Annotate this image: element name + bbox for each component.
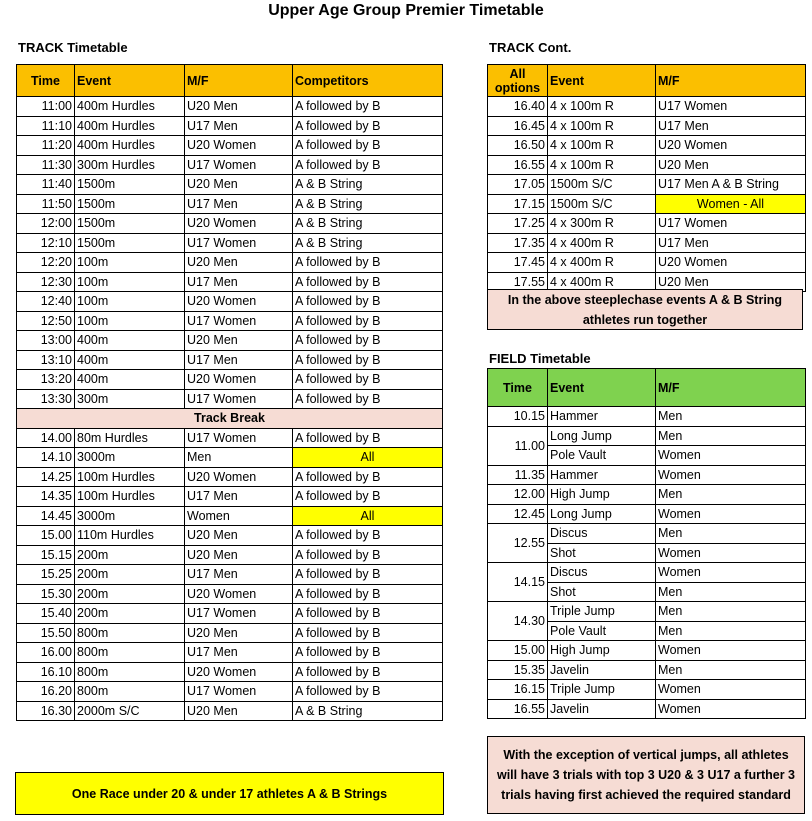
track-cont-table: [487, 64, 806, 292]
time-cell: 16.55: [488, 155, 548, 175]
header-event: Event: [548, 65, 656, 97]
event-cell: 100m: [75, 272, 185, 292]
table-row: [17, 350, 443, 370]
mf-cell: Men: [656, 582, 806, 602]
competitors-cell: A followed by B: [293, 389, 443, 409]
mf-cell: U20 Women: [185, 370, 293, 390]
event-cell: 1500m S/C: [548, 194, 656, 214]
time-cell: 16.40: [488, 97, 548, 117]
time-cell: 14.30: [488, 602, 548, 641]
mf-cell: Men: [656, 407, 806, 427]
table-row: [17, 253, 443, 273]
mf-cell: U17 Men: [185, 643, 293, 663]
table-row: [488, 407, 806, 427]
table-row: [17, 175, 443, 195]
time-cell: 14.45: [17, 506, 75, 526]
time-cell: 11:10: [17, 116, 75, 136]
table-row: [488, 465, 806, 485]
event-cell: 100m: [75, 253, 185, 273]
competitors-cell: A followed by B: [293, 545, 443, 565]
mf-cell: U17 Women: [185, 428, 293, 448]
event-cell: 400m Hurdles: [75, 136, 185, 156]
event-cell: 300m Hurdles: [75, 155, 185, 175]
event-cell: 4 x 400m R: [548, 233, 656, 253]
event-cell: 1500m: [75, 175, 185, 195]
competitors-cell: A followed by B: [293, 350, 443, 370]
mf-cell: U17 Women: [656, 214, 806, 234]
table-row: [17, 428, 443, 448]
track-break-row: [17, 409, 443, 429]
event-cell: 1500m: [75, 194, 185, 214]
table-row: [488, 524, 806, 544]
table-row: [17, 448, 443, 468]
mf-cell: U20 Women: [185, 662, 293, 682]
mf-cell: U17 Men: [185, 272, 293, 292]
competitors-cell: A followed by B: [293, 526, 443, 546]
mf-cell: Men: [656, 660, 806, 680]
table-row: [488, 116, 806, 136]
event-cell: 200m: [75, 545, 185, 565]
time-cell: 11.00: [488, 426, 548, 465]
competitors-cell: A followed by B: [293, 604, 443, 624]
event-cell: Discus: [548, 524, 656, 544]
header-event: Event: [548, 369, 656, 407]
mf-cell: U17 Women: [185, 389, 293, 409]
competitors-cell: A followed by B: [293, 662, 443, 682]
mf-cell: U17 Women: [185, 233, 293, 253]
table-row: [488, 660, 806, 680]
table-row: [17, 643, 443, 663]
event-cell: 1500m: [75, 233, 185, 253]
time-cell: 11.35: [488, 465, 548, 485]
event-cell: Long Jump: [548, 426, 656, 446]
mf-cell: U17 Women: [656, 97, 806, 117]
mf-cell: U17 Women: [185, 155, 293, 175]
time-cell: 13:10: [17, 350, 75, 370]
event-cell: 3000m: [75, 506, 185, 526]
time-cell: 13:00: [17, 331, 75, 351]
competitors-cell: A followed by B: [293, 253, 443, 273]
event-cell: Triple Jump: [548, 680, 656, 700]
event-cell: 400m Hurdles: [75, 97, 185, 117]
table-row: [17, 467, 443, 487]
event-cell: 800m: [75, 643, 185, 663]
table-row: [17, 194, 443, 214]
field-table: [487, 368, 806, 719]
race-note: One Race under 20 & under 17 athletes A & B Strings: [15, 772, 444, 815]
time-cell: 16.55: [488, 699, 548, 719]
event-cell: 100m: [75, 292, 185, 312]
mf-cell: U17 Men: [185, 194, 293, 214]
event-cell: Triple Jump: [548, 602, 656, 622]
time-cell: 16.00: [17, 643, 75, 663]
table-row: [488, 563, 806, 583]
time-cell: 13:30: [17, 389, 75, 409]
table-row: [17, 623, 443, 643]
competitors-cell: A followed by B: [293, 292, 443, 312]
competitors-cell: A & B String: [293, 701, 443, 721]
trials-note: With the exception of vertical jumps, all athletes will have 3 trials with top 3 U20 & 3 U17 a further 3 trials having first achieved the required standard: [487, 736, 805, 814]
time-cell: 17.15: [488, 194, 548, 214]
time-cell: 15.40: [17, 604, 75, 624]
event-cell: High Jump: [548, 485, 656, 505]
time-cell: 17.35: [488, 233, 548, 253]
mf-cell: U17 Men: [185, 116, 293, 136]
event-cell: 1500m: [75, 214, 185, 234]
field-heading: FIELD Timetable: [489, 351, 591, 366]
mf-cell: U20 Men: [185, 97, 293, 117]
track-heading: TRACK Timetable: [18, 40, 128, 55]
competitors-cell: A followed by B: [293, 136, 443, 156]
mf-cell: U20 Women: [185, 214, 293, 234]
competitors-cell: A followed by B: [293, 467, 443, 487]
time-cell: 16.45: [488, 116, 548, 136]
competitors-cell: A followed by B: [293, 331, 443, 351]
table-row: [488, 155, 806, 175]
table-row: [17, 565, 443, 585]
event-cell: Javelin: [548, 699, 656, 719]
event-cell: 400m: [75, 370, 185, 390]
time-cell: 11:50: [17, 194, 75, 214]
table-row: [488, 136, 806, 156]
event-cell: Javelin: [548, 660, 656, 680]
competitors-cell: A followed by B: [293, 565, 443, 585]
page-title: Upper Age Group Premier Timetable: [268, 2, 544, 19]
header-event: Event: [75, 65, 185, 97]
time-cell: 16.15: [488, 680, 548, 700]
table-row: [488, 175, 806, 195]
mf-cell: Women: [656, 504, 806, 524]
time-cell: 12.00: [488, 485, 548, 505]
event-cell: 100m: [75, 311, 185, 331]
table-row: [488, 426, 806, 446]
mf-cell: U20 Men: [656, 155, 806, 175]
event-cell: 1500m S/C: [548, 175, 656, 195]
event-cell: Hammer: [548, 465, 656, 485]
event-cell: Hammer: [548, 407, 656, 427]
time-cell: 10.15: [488, 407, 548, 427]
time-cell: 12.45: [488, 504, 548, 524]
mf-cell: Women: [656, 446, 806, 466]
mf-cell: Women - All: [656, 194, 806, 214]
table-row: [17, 487, 443, 507]
table-row: [488, 602, 806, 622]
time-cell: 11:20: [17, 136, 75, 156]
event-cell: 110m Hurdles: [75, 526, 185, 546]
time-cell: 11:00: [17, 97, 75, 117]
mf-cell: U17 Men: [185, 487, 293, 507]
mf-cell: U17 Men: [185, 565, 293, 585]
mf-cell: U20 Men: [185, 701, 293, 721]
competitors-cell: A followed by B: [293, 584, 443, 604]
time-cell: 14.00: [17, 428, 75, 448]
competitors-cell: A followed by B: [293, 272, 443, 292]
table-row: [17, 604, 443, 624]
mf-cell: U20 Men: [185, 175, 293, 195]
event-cell: 800m: [75, 662, 185, 682]
mf-cell: U20 Women: [185, 467, 293, 487]
table-row: [17, 116, 443, 136]
table-row: [488, 485, 806, 505]
competitors-cell: All: [293, 448, 443, 468]
event-cell: 200m: [75, 565, 185, 585]
event-cell: 800m: [75, 682, 185, 702]
mf-cell: Women: [185, 506, 293, 526]
event-cell: 2000m S/C: [75, 701, 185, 721]
mf-cell: Men: [185, 448, 293, 468]
time-cell: 12:00: [17, 214, 75, 234]
mf-cell: Women: [656, 465, 806, 485]
mf-cell: Women: [656, 699, 806, 719]
track-break-label: Track Break: [17, 409, 443, 429]
event-cell: 400m: [75, 350, 185, 370]
time-cell: 11:30: [17, 155, 75, 175]
table-row: [488, 699, 806, 719]
event-cell: 400m Hurdles: [75, 116, 185, 136]
table-row: [488, 194, 806, 214]
time-cell: 12:50: [17, 311, 75, 331]
table-row: [488, 233, 806, 253]
mf-cell: Men: [656, 485, 806, 505]
table-row: [17, 272, 443, 292]
time-cell: 15.00: [17, 526, 75, 546]
mf-cell: U20 Men: [185, 623, 293, 643]
table-row: [17, 662, 443, 682]
time-cell: 12:10: [17, 233, 75, 253]
mf-cell: U20 Men: [185, 526, 293, 546]
event-cell: 4 x 100m R: [548, 116, 656, 136]
table-row: [17, 584, 443, 604]
table-row: [488, 680, 806, 700]
mf-cell: U20 Women: [185, 584, 293, 604]
event-cell: 200m: [75, 604, 185, 624]
table-row: [17, 155, 443, 175]
time-cell: 15.00: [488, 641, 548, 661]
competitors-cell: A followed by B: [293, 97, 443, 117]
header-all-options: All options: [488, 65, 548, 97]
mf-cell: U20 Women: [656, 253, 806, 273]
competitors-cell: A followed by B: [293, 116, 443, 136]
table-row: [17, 370, 443, 390]
steeplechase-note: In the above steeplechase events A & B String athletes run together: [487, 289, 803, 330]
header-competitors: Competitors: [293, 65, 443, 97]
table-row: [488, 641, 806, 661]
mf-cell: U17 Men A & B String: [656, 175, 806, 195]
table-row: [17, 506, 443, 526]
event-cell: 300m: [75, 389, 185, 409]
mf-cell: U17 Men: [185, 350, 293, 370]
event-cell: 3000m: [75, 448, 185, 468]
time-cell: 15.30: [17, 584, 75, 604]
competitors-cell: A followed by B: [293, 311, 443, 331]
mf-cell: Men: [656, 426, 806, 446]
table-row: [488, 97, 806, 117]
mf-cell: U20 Men: [185, 253, 293, 273]
table-row: [17, 389, 443, 409]
event-cell: 4 x 400m R: [548, 272, 656, 292]
table-row: [17, 331, 443, 351]
competitors-cell: A & B String: [293, 214, 443, 234]
event-cell: 100m Hurdles: [75, 487, 185, 507]
time-cell: 12:40: [17, 292, 75, 312]
event-cell: Shot: [548, 543, 656, 563]
competitors-cell: A followed by B: [293, 682, 443, 702]
event-cell: Pole Vault: [548, 621, 656, 641]
mf-cell: U20 Women: [185, 292, 293, 312]
mf-cell: U17 Men: [656, 233, 806, 253]
table-row: [17, 311, 443, 331]
mf-cell: U17 Women: [185, 682, 293, 702]
table-row: [17, 526, 443, 546]
table-row: [17, 136, 443, 156]
event-cell: Long Jump: [548, 504, 656, 524]
event-cell: 800m: [75, 623, 185, 643]
competitors-cell: A & B String: [293, 194, 443, 214]
track-table: [16, 64, 443, 721]
table-row: [17, 701, 443, 721]
time-cell: 17.45: [488, 253, 548, 273]
header-mf: M/F: [656, 369, 806, 407]
mf-cell: Women: [656, 563, 806, 583]
mf-cell: U20 Men: [656, 272, 806, 292]
time-cell: 17.55: [488, 272, 548, 292]
event-cell: 400m: [75, 331, 185, 351]
mf-cell: U20 Women: [656, 136, 806, 156]
time-cell: 16.20: [17, 682, 75, 702]
time-cell: 17.05: [488, 175, 548, 195]
competitors-cell: A followed by B: [293, 643, 443, 663]
table-row: [488, 504, 806, 524]
time-cell: 15.50: [17, 623, 75, 643]
event-cell: Discus: [548, 563, 656, 583]
table-row: [17, 682, 443, 702]
competitors-cell: A & B String: [293, 175, 443, 195]
competitors-cell: A followed by B: [293, 428, 443, 448]
event-cell: Pole Vault: [548, 446, 656, 466]
mf-cell: Men: [656, 524, 806, 544]
table-row: [17, 292, 443, 312]
header-mf: M/F: [656, 65, 806, 97]
header-mf: M/F: [185, 65, 293, 97]
time-cell: 16.50: [488, 136, 548, 156]
header-time: Time: [488, 369, 548, 407]
time-cell: 14.15: [488, 563, 548, 602]
table-row: [17, 97, 443, 117]
header-time: Time: [17, 65, 75, 97]
table-row: [488, 253, 806, 273]
event-cell: 4 x 400m R: [548, 253, 656, 273]
time-cell: 16.30: [17, 701, 75, 721]
mf-cell: Women: [656, 543, 806, 563]
table-row: [17, 545, 443, 565]
mf-cell: Men: [656, 621, 806, 641]
time-cell: 12:20: [17, 253, 75, 273]
event-cell: 4 x 100m R: [548, 136, 656, 156]
event-cell: 80m Hurdles: [75, 428, 185, 448]
mf-cell: U17 Men: [656, 116, 806, 136]
time-cell: 14.25: [17, 467, 75, 487]
mf-cell: Men: [656, 602, 806, 622]
mf-cell: U20 Men: [185, 545, 293, 565]
event-cell: 4 x 300m R: [548, 214, 656, 234]
competitors-cell: A & B String: [293, 233, 443, 253]
time-cell: 13:20: [17, 370, 75, 390]
event-cell: 4 x 100m R: [548, 155, 656, 175]
table-row: [488, 214, 806, 234]
mf-cell: U20 Men: [185, 331, 293, 351]
competitors-cell: A followed by B: [293, 487, 443, 507]
event-cell: Shot: [548, 582, 656, 602]
competitors-cell: A followed by B: [293, 155, 443, 175]
mf-cell: Women: [656, 680, 806, 700]
time-cell: 12.55: [488, 524, 548, 563]
time-cell: 14.10: [17, 448, 75, 468]
event-cell: High Jump: [548, 641, 656, 661]
table-row: [17, 233, 443, 253]
track-cont-heading: TRACK Cont.: [489, 40, 572, 55]
time-cell: 11:40: [17, 175, 75, 195]
event-cell: 4 x 100m R: [548, 97, 656, 117]
competitors-cell: All: [293, 506, 443, 526]
event-cell: 100m Hurdles: [75, 467, 185, 487]
time-cell: 15.25: [17, 565, 75, 585]
time-cell: 12:30: [17, 272, 75, 292]
table-row: [17, 214, 443, 234]
time-cell: 15.35: [488, 660, 548, 680]
time-cell: 14.35: [17, 487, 75, 507]
mf-cell: U17 Women: [185, 604, 293, 624]
mf-cell: U17 Women: [185, 311, 293, 331]
event-cell: 200m: [75, 584, 185, 604]
time-cell: 16.10: [17, 662, 75, 682]
competitors-cell: A followed by B: [293, 623, 443, 643]
time-cell: 15.15: [17, 545, 75, 565]
time-cell: 17.25: [488, 214, 548, 234]
mf-cell: Women: [656, 641, 806, 661]
competitors-cell: A followed by B: [293, 370, 443, 390]
mf-cell: U20 Women: [185, 136, 293, 156]
